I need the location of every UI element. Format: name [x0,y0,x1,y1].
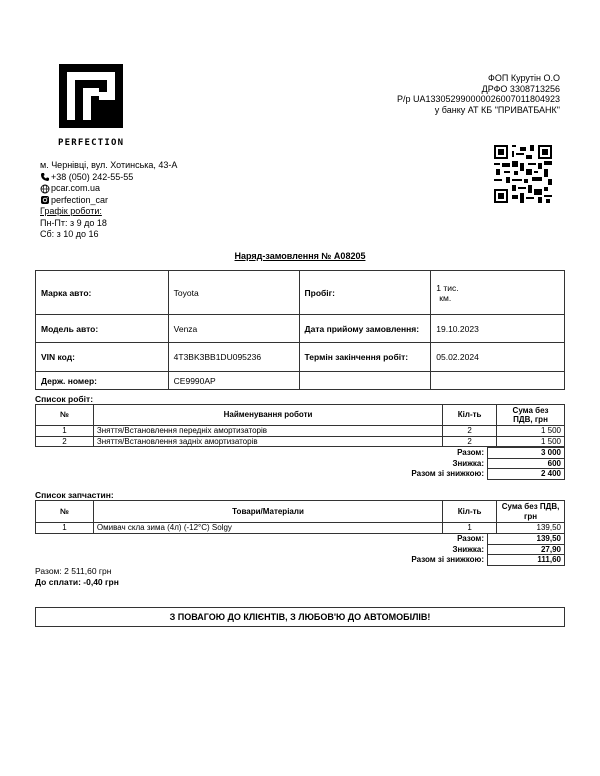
mileage-value [431,271,565,315]
parts-summary [35,533,565,566]
document-title: Наряд-замовлення № А08205 [234,251,366,261]
works-discount-value: 600 [488,458,565,469]
mileage-value-line2: км. [439,292,452,303]
instagram-icon [40,195,50,205]
row-sum: 1 500 [497,436,565,447]
parts-after-discount-value: 111,60 [488,555,565,566]
accept-date-label: Дата прийому замовлення: [299,315,431,343]
perfection-logo [59,64,123,128]
works-header-num: № [36,405,94,426]
row-name: Зняття/Встановлення задніх амортизаторів [93,436,442,447]
empty-cell [431,372,565,390]
parts-header-sum-line1: Сума без ПДВ, [501,502,560,511]
parts-title: Список запчастин: [35,490,114,500]
logo-text: PERFECTION [58,138,125,148]
parts-header-sum-line2: грн [524,511,538,521]
due-date-label: Термін закінчення робіт: [299,343,431,372]
schedule-label: Графік роботи: [40,206,102,216]
qr-code [494,145,552,203]
vin-value: 4T3BK3BB1DU095236 [168,343,299,372]
accept-date-value: 19.10.2023 [431,315,565,343]
phone-number: +38 (050) 242-55-55 [51,171,134,182]
model-label: Модель авто: [36,315,169,343]
contacts-block [40,160,177,241]
row-num: 2 [36,436,94,447]
works-total-value: 3 000 [488,448,565,459]
row-num: 1 [36,523,94,534]
grand-totals [35,566,119,588]
row-name: Зняття/Встановлення передніх амортизаторів [93,426,442,437]
row-name: Омивач скла зима (4л) (-12°C) Solgy [93,523,442,534]
works-total-label: Разом: [457,448,484,457]
plate-value: CE9990AP [168,372,299,390]
company-details [397,73,560,115]
mileage-value-line1: 1 тис. [436,282,459,293]
works-table [35,404,565,447]
parts-table [35,500,565,534]
parts-header-sum [497,501,565,523]
works-after-discount-value: 2 400 [488,469,565,480]
row-qty: 2 [443,426,497,437]
parts-discount-value: 27,90 [488,544,565,555]
brand-label: Марка авто: [36,271,169,315]
vin-label: VIN код: [36,343,169,372]
empty-cell [299,372,431,390]
parts-after-discount-label: Разом зі знижкою: [411,555,484,564]
phone-row [40,172,177,184]
instagram-row [40,195,177,207]
schedule-weekdays: Пн-Пт: з 9 до 18 [40,217,107,228]
works-summary [35,447,565,480]
table-row [36,426,565,437]
works-header-qty: Кіл-ть [443,405,497,426]
works-header-sum [497,405,565,426]
works-after-discount-label: Разом зі знижкою: [411,469,484,478]
address: м. Чернівці, вул. Хотинська, 43-А [40,160,178,170]
company-account: Р/р UA133052990000026007011804923 [397,94,560,104]
car-info-table [35,270,565,390]
schedule-saturday: Сб: з 10 до 16 [40,229,99,239]
due-date-value: 05.02.2024 [431,343,565,372]
site-row [40,183,177,195]
row-sum: 139,50 [497,523,565,534]
brand-value: Toyota [168,271,299,315]
works-header-sum-line1: Сума без [512,405,549,415]
row-qty: 1 [443,523,497,534]
works-header-name: Найменування роботи [93,405,442,426]
works-title: Список робіт: [35,394,94,404]
parts-discount-label: Знижка: [452,544,484,554]
table-row [36,436,565,447]
grand-total: Разом: 2 511,60 грн [35,566,112,576]
website: pcar.com.ua [51,183,101,193]
row-num: 1 [36,426,94,437]
company-name: ФОП Курутін О.О [488,73,560,83]
row-qty: 2 [443,436,497,447]
parts-total-label: Разом: [457,534,484,543]
instagram-handle: perfection_car [51,194,109,205]
company-bank: у банку АТ КБ "ПРИВАТБАНК" [434,104,560,115]
parts-header-qty: Кіл-ть [443,501,497,523]
globe-icon [40,184,50,194]
model-value: Venza [168,315,299,343]
parts-header-name: Товари/Матеріали [93,501,442,523]
amount-to-pay: До сплати: -0,40 грн [35,577,119,587]
company-tax-id: ДРФО 3308713256 [481,83,560,94]
phone-icon [40,172,50,182]
parts-total-value: 139,50 [488,534,565,545]
plate-label: Держ. номер: [36,372,169,390]
row-sum: 1 500 [497,426,565,437]
works-discount-label: Знижка: [452,458,484,468]
works-header-sum-line2: ПДВ, грн [513,415,548,424]
parts-header-num: № [36,501,94,523]
footer-slogan: З ПОВАГОЮ ДО КЛІЄНТІВ, З ЛЮБОВ'Ю ДО АВТОМОБІЛІВ! [35,607,565,627]
table-row [36,523,565,534]
mileage-label: Пробіг: [299,271,431,315]
